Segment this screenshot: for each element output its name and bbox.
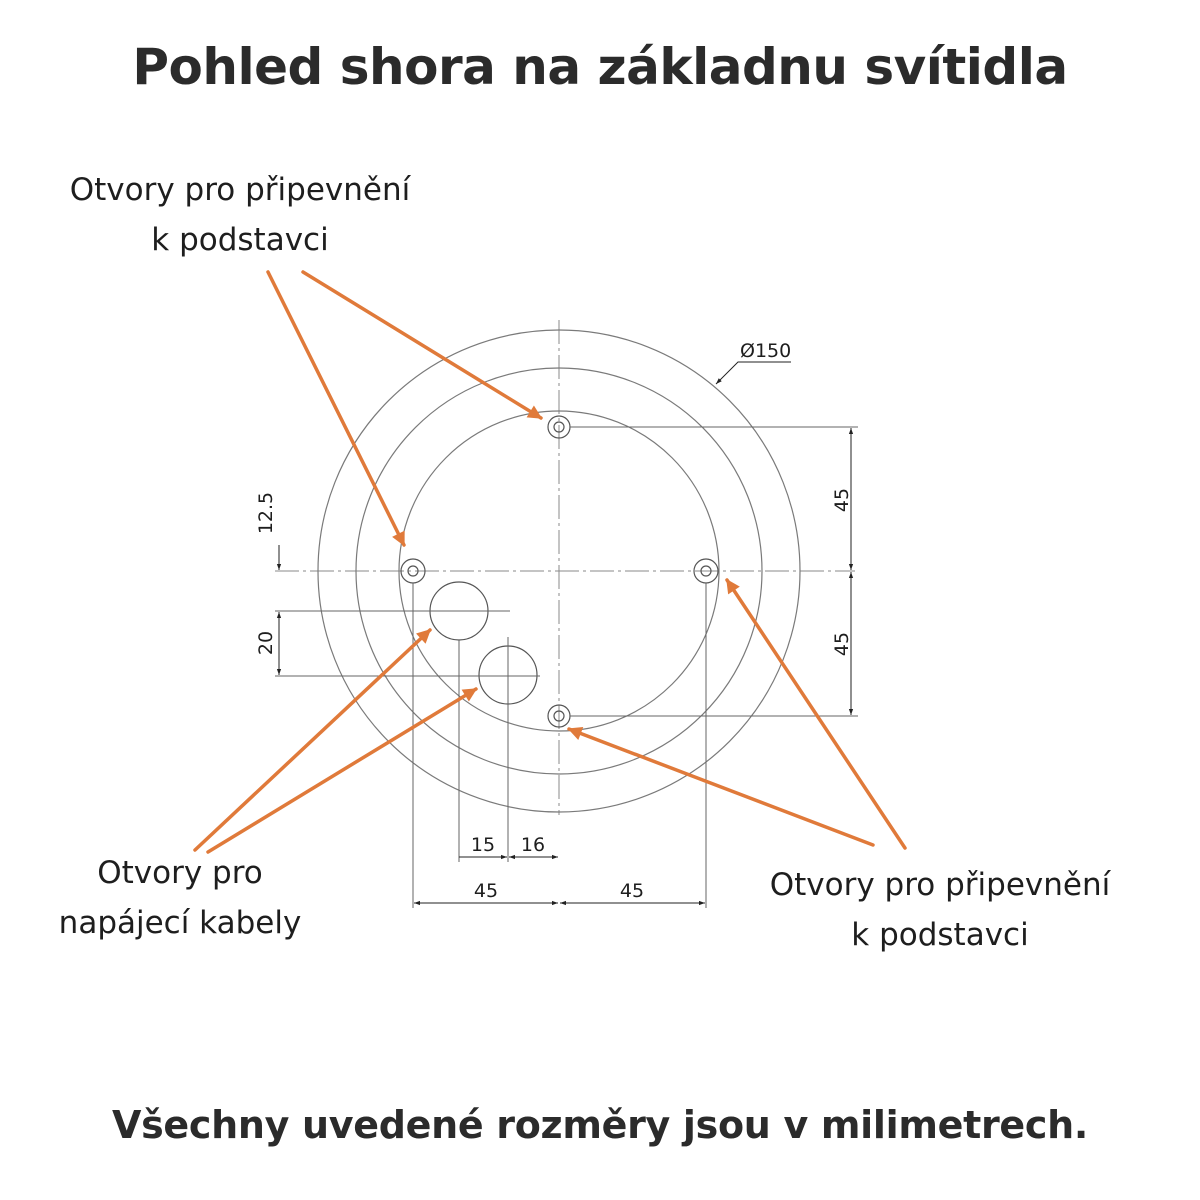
dim-text-diameter: Ø150 — [740, 340, 792, 362]
center-lines — [275, 320, 855, 815]
callout-line-1: Otvory pro připevnění — [69, 172, 411, 208]
units-note: Všechny uvedené rozměry jsou v milimetrech. — [112, 1103, 1088, 1147]
cable-holes — [430, 582, 537, 704]
callout-arrows — [195, 272, 905, 852]
callout-line-2: napájecí kabely — [58, 905, 302, 941]
dim-text-bottom-small-left: 15 — [470, 834, 496, 856]
diameter-leader — [716, 362, 791, 384]
dimension-lines — [279, 362, 851, 903]
dim-text-left-lower: 20 — [255, 630, 277, 656]
arrow-to-top-hole — [303, 272, 541, 418]
arrow-to-left-hole — [268, 272, 404, 545]
extension-lines — [275, 427, 858, 908]
callout-line-1: Otvory pro — [97, 855, 263, 891]
dim-text-bottom-small-right: 16 — [520, 834, 546, 856]
dim-text-left-upper: 12.5 — [255, 491, 277, 535]
callout-line-2: k podstavci — [851, 917, 1029, 953]
callout-line-2: k podstavci — [151, 222, 329, 258]
callout-line-1: Otvory pro připevnění — [769, 867, 1111, 903]
dim-text-right-upper: 45 — [831, 487, 853, 513]
arrow-to-bottom-hole — [569, 729, 873, 845]
dim-text-bottom-right: 45 — [619, 880, 645, 902]
dim-text-bottom-left: 45 — [473, 880, 499, 902]
page-title: Pohled shora na základnu svítidla — [132, 38, 1068, 96]
dim-text-right-lower: 45 — [831, 631, 853, 657]
